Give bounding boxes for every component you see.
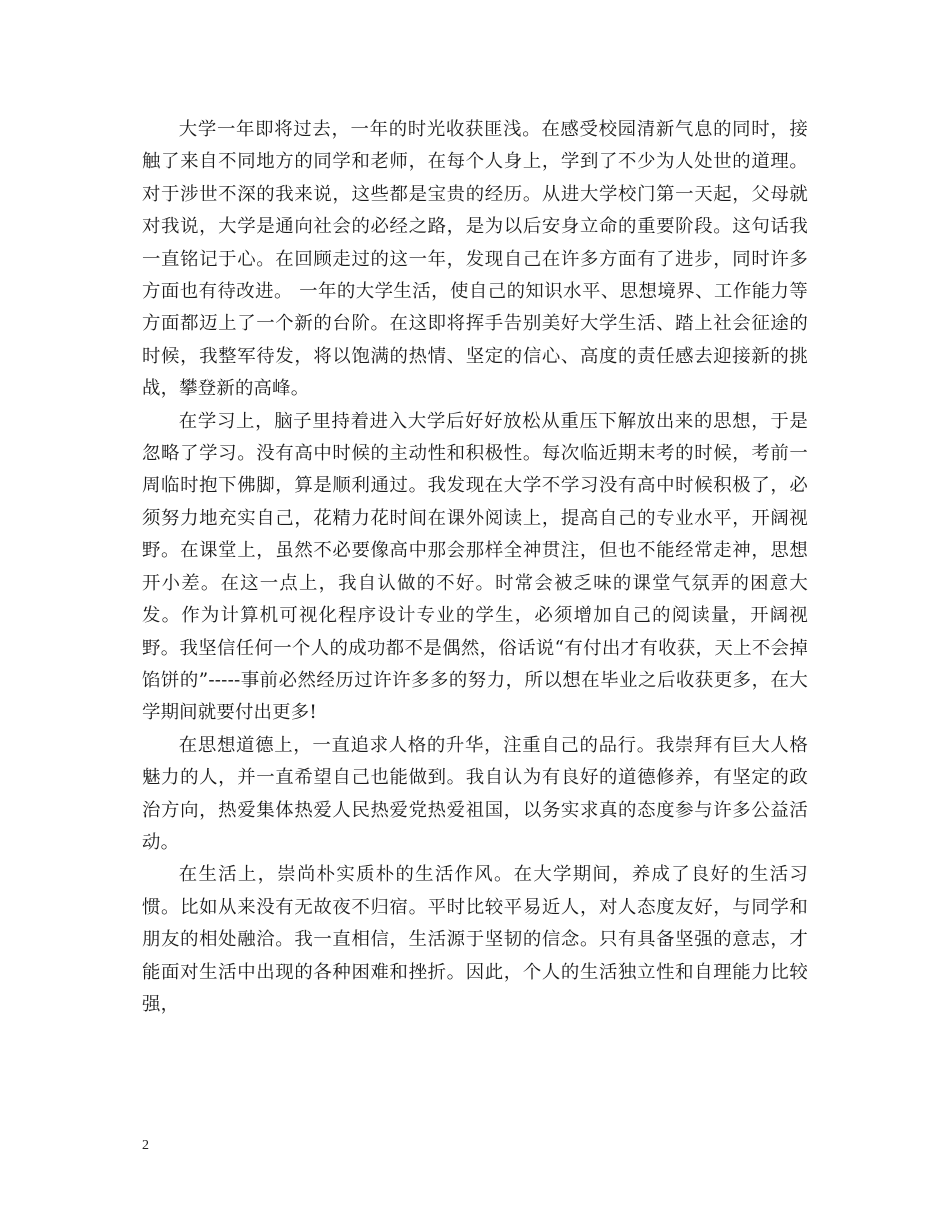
document-body [142,114,808,1021]
paragraph-morality: 在思想道德上，一直追求人格的升华，注重自己的品行。我崇拜有巨大人格魅力的人，并一直希望自己也能做到。我自认为有良好的道德修养，有坚定的政治方向，热爱集体热爱人民热爱党热爱祖国，以务实求真的态度参与许多公益活动。 [142,734,808,853]
paragraph-intro: 大学一年即将过去，一年的时光收获匪浅。在感受校园清新气息的同时，接触了来自不同地方的同学和老师，在每个人身上，学到了不少为人处世的道理。对于涉世不深的我来说，这些都是宝贵的经历。从进大学校门第一天起，父母就对我说，大学是通向社会的必经之路，是为以后安身立命的重要阶段。这句话我一直铭记于心。在回顾走过的这一年，发现自己在许多方面有了进步，同时许多方面也有待改进。 一年的大学生活，使自己的知识水平、思想境界、工作能力等方面都迈上了一个新的台阶。在这即将挥手告别美好大学生活、踏上社会征途的时候，我整军待发，将以饱满的热情、坚定的信心、高度的责任感去迎接新的挑战，攀登新的高峰。 [142,119,808,400]
paragraph-study: 在学习上，脑子里持着进入大学后好好放松从重压下解放出来的思想，于是忽略了学习。没有高中时候的主动性和积极性。每次临近期末考的时候，考前一周临时抱下佛脚，算是顺利通过。我发现在大学不学习没有高中时候积极了，必须努力地充实自己，花精力花时间在课外阅读上，提高自己的专业水平，开阔视野。在课堂上，虽然不必要像高中那会那样全神贯注，但也不能经常走神，思想开小差。在这一点上，我自认做的不好。时常会被乏味的课堂气氛弄的困意大发。作为计算机可视化程序设计专业的学生，必须增加自己的阅读量，开阔视野。我坚信任何一个人的成功都不是偶然，俗话说“有付出才有收获，天上不会掉馅饼的”-----事前必然经历过许许多多的努力，所以想在毕业之后收获更多，在大学期间就要付出更多! [142,410,808,724]
paragraph-life: 在生活上，崇尚朴实质朴的生活作风。在大学期间，养成了良好的生活习惯。比如从来没有无故夜不归宿。平时比较平易近人，对人态度友好，与同学和朋友的相处融洽。我一直相信，生活源于坚韧的信念。只有具备坚强的意志，才能面对生活中出现的各种困难和挫折。因此，个人的生活独立性和自理能力比较强， [142,864,808,1015]
page-number: 2 [142,1138,149,1153]
